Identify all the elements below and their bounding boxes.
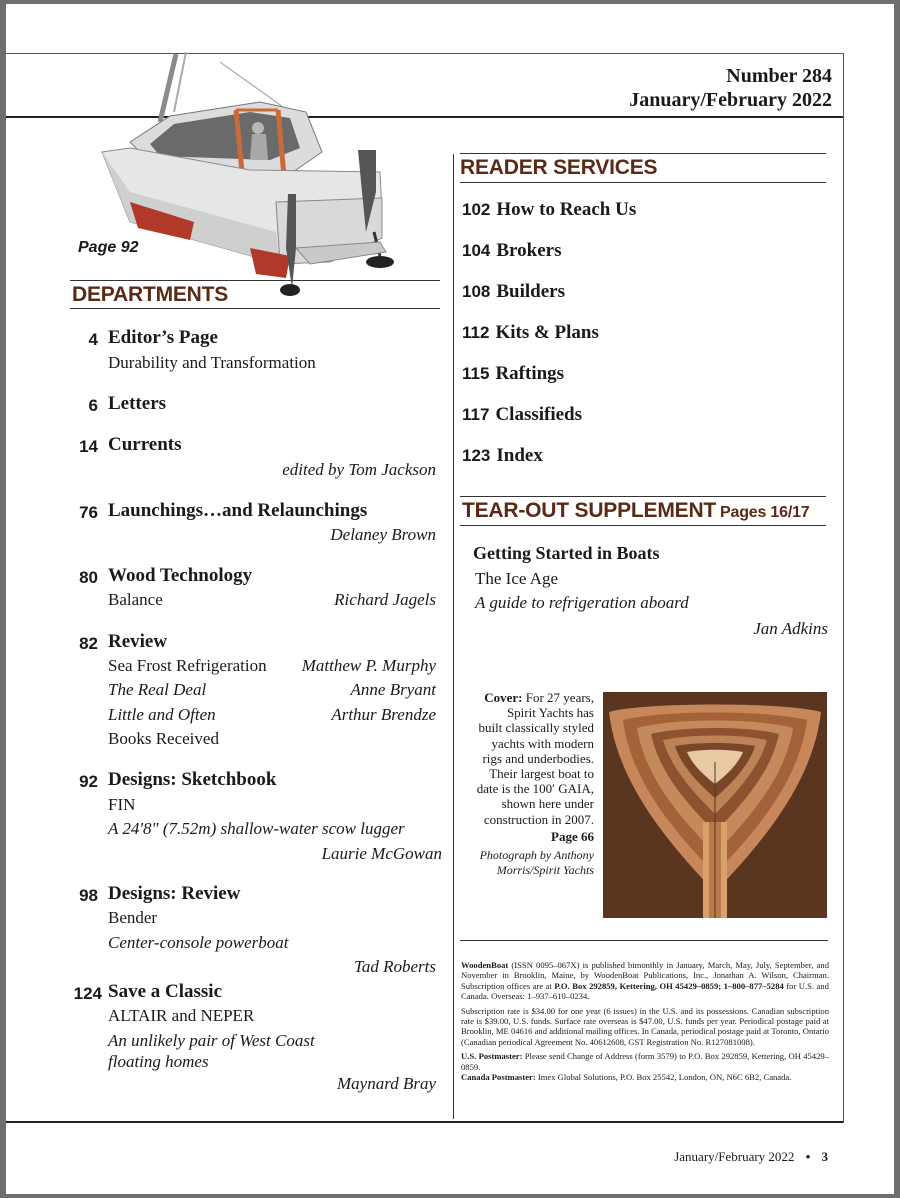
page-footer: [674, 1149, 828, 1165]
review-line: Little and Often: [108, 705, 216, 724]
rs-label: Raftings: [495, 363, 565, 384]
dept-sub: Balance: [108, 590, 163, 609]
dept-title[interactable]: Launchings…and Relaunchings: [108, 500, 368, 521]
reader-services-rule-bottom: [460, 182, 826, 183]
cover-line: Their largest boat to: [489, 766, 594, 782]
fineprint-canada-postmaster: Canada Postmaster: Imex Global Solutions, P.O. Box 25542, London, ON, N6C 6B2, Canada.: [461, 1072, 792, 1083]
reader-service-item[interactable]: [462, 404, 582, 426]
cover-line-0: Cover: For 27 years,: [484, 690, 594, 705]
cover-line: built classically styled: [478, 720, 594, 736]
cover-credit: Morris/Spirit Yachts: [496, 863, 594, 878]
dept-author: Tad Roberts: [353, 957, 436, 976]
supplement-rule-top: [460, 496, 826, 497]
supplement-title: TEAR-OUT SUPPLEMENT: [462, 499, 717, 522]
rs-label: Classifieds: [495, 404, 583, 425]
dept-title[interactable]: Editor’s Page: [108, 327, 218, 348]
rs-label: Brokers: [496, 240, 562, 261]
cover-line: yachts with modern: [491, 735, 594, 751]
rs-label: Kits & Plans: [495, 322, 599, 343]
review-author: Anne Bryant: [350, 680, 436, 699]
rs-label: How to Reach Us: [496, 199, 637, 220]
fineprint-subscription: Subscription rate is $34.00 for one year (6 issues) in the U.S. and its possessions. Canadian subscription rate is $39.00, U.S. funds. Surface rate overseas is $47.00, U.S. funds per year. Periodical postage paid at Brooklin, ME 04616 and additional mailing offices. In Canada, periodical postage paid at Toronto, Ontario (Canadian periodical Agreement No. 40612608, GST Registration No. R127081008).: [461, 1005, 829, 1047]
dept-desc: Center-console powerboat: [108, 933, 289, 952]
dept-sub: ALTAIR and NEPER: [108, 1006, 255, 1025]
rs-label: Index: [496, 445, 543, 466]
dept-author: Laurie McGowan: [321, 844, 442, 863]
cover-line: Spirit Yachts has: [506, 705, 594, 721]
dept-sub: Bender: [108, 908, 158, 927]
departments-heading: DEPARTMENTS: [72, 283, 229, 306]
dept-author: edited by Tom Jackson: [282, 460, 436, 479]
dept-num: 92: [79, 772, 98, 791]
fineprint-rule: [460, 940, 828, 941]
dept-num: 4: [88, 330, 98, 349]
cover-page: Page 66: [551, 828, 594, 844]
supplement-sub: The Ice Age: [475, 569, 559, 588]
dept-author: Richard Jagels: [334, 590, 436, 609]
reader-service-item[interactable]: [462, 199, 636, 221]
dept-num: 82: [79, 634, 98, 653]
fineprint: [461, 960, 829, 1086]
fineprint-publisher: WoodenBoat (ISSN 0095–067X) is published bimonthly in January, March, May, July, September, and November in Brooklin, Maine, by WoodenBoat Publications, Inc., Jonathan A. Wilson, Chairman. Subscription offices are at P.O. Box 292859, Kettering, OH 45429–0859; 1–800–877–5284 for U.S. and Canada. Overseas: 1–937–610–0234.: [461, 960, 829, 1002]
dept-title[interactable]: Wood Technology: [108, 565, 253, 586]
issue-number: Number 284: [726, 65, 832, 87]
review-author: Matthew P. Murphy: [301, 656, 436, 675]
issue-date: January/February 2022: [629, 89, 832, 111]
review-line: Sea Frost Refrigeration: [108, 656, 267, 675]
supplement-pages: Pages 16/17: [720, 504, 810, 521]
rs-num: 108: [462, 282, 491, 301]
dept-title[interactable]: Currents: [108, 434, 182, 455]
rs-num: 102: [462, 200, 491, 219]
rs-label: Builders: [496, 281, 565, 302]
rs-num: 115: [462, 364, 490, 383]
reader-service-item[interactable]: [462, 363, 564, 385]
right-border: [843, 53, 844, 1123]
dept-title[interactable]: Designs: Review: [108, 883, 241, 904]
footer-page-number: 3: [821, 1149, 828, 1164]
footer-bullet: •: [805, 1149, 811, 1164]
review-line: The Real Deal: [108, 680, 207, 699]
dept-desc: An unlikely pair of West Coast: [108, 1031, 315, 1050]
cover-line: shown here under: [501, 796, 594, 812]
dept-desc: A 24′8″ (7.52m) shallow-water scow lugger: [108, 819, 405, 838]
hero-caption: Page 92: [78, 239, 139, 256]
footer-date: January/February 2022: [674, 1149, 795, 1164]
dept-author: Maynard Bray: [337, 1074, 436, 1093]
cover-caption: [462, 690, 594, 878]
rs-num: 123: [462, 446, 491, 465]
review-line: Books Received: [108, 729, 219, 748]
cover-line: construction in 2007.: [483, 811, 594, 827]
rs-num: 104: [462, 241, 491, 260]
dept-title[interactable]: Save a Classic: [108, 981, 222, 1002]
supplement-desc: A guide to refrigeration aboard: [475, 593, 689, 612]
dept-title[interactable]: Letters: [108, 393, 167, 414]
cover-line: rigs and underbodies.: [482, 750, 594, 766]
departments-rule-top: [70, 280, 440, 281]
supplement-heading: [462, 499, 809, 523]
fineprint-us-postmaster: U.S. Postmaster: Please send Change of Address (form 3579) to P.O. Box 292859, Kettering, OH 45429–0859.: [461, 1051, 829, 1072]
boat-illustration: [90, 52, 420, 304]
departments-rule-bottom: [70, 308, 440, 309]
magazine-page: [6, 4, 894, 1194]
dept-desc: floating homes: [108, 1052, 209, 1071]
rs-num: 117: [462, 405, 490, 424]
rs-num: 112: [462, 323, 490, 342]
cover-label: Cover:: [484, 690, 523, 705]
reader-service-item[interactable]: [462, 445, 543, 467]
dept-num: 6: [88, 396, 98, 415]
supplement-article-title[interactable]: Getting Started in Boats: [473, 543, 660, 563]
supplement-rule-bottom: [460, 525, 826, 526]
reader-services-heading: READER SERVICES: [460, 156, 658, 179]
dept-num: 80: [79, 568, 98, 587]
cover-line: date is the 100′ GAIA,: [476, 781, 594, 797]
dept-num: 124: [73, 984, 102, 1003]
cover-credit: Photograph by Anthony: [479, 848, 594, 863]
cover-photo[interactable]: [603, 692, 827, 918]
dept-sub: FIN: [108, 795, 136, 814]
dept-num: 98: [79, 886, 98, 905]
dept-author: Delaney Brown: [330, 525, 436, 544]
dept-title[interactable]: Designs: Sketchbook: [108, 769, 277, 790]
supplement-author: Jan Adkins: [753, 619, 828, 638]
dept-title[interactable]: Review: [108, 631, 168, 652]
review-author: Arthur Brendze: [331, 705, 436, 724]
reader-service-item[interactable]: [462, 240, 561, 262]
dept-sub: Durability and Transformation: [108, 353, 316, 372]
reader-services-rule-top: [460, 153, 826, 154]
dept-num: 76: [79, 503, 98, 522]
issue-block: [629, 64, 832, 112]
reader-service-item[interactable]: [462, 322, 599, 344]
dept-num: 14: [79, 437, 98, 456]
reader-service-item[interactable]: [462, 281, 565, 303]
bottom-rule: [6, 1121, 844, 1123]
column-divider: [453, 154, 454, 1119]
